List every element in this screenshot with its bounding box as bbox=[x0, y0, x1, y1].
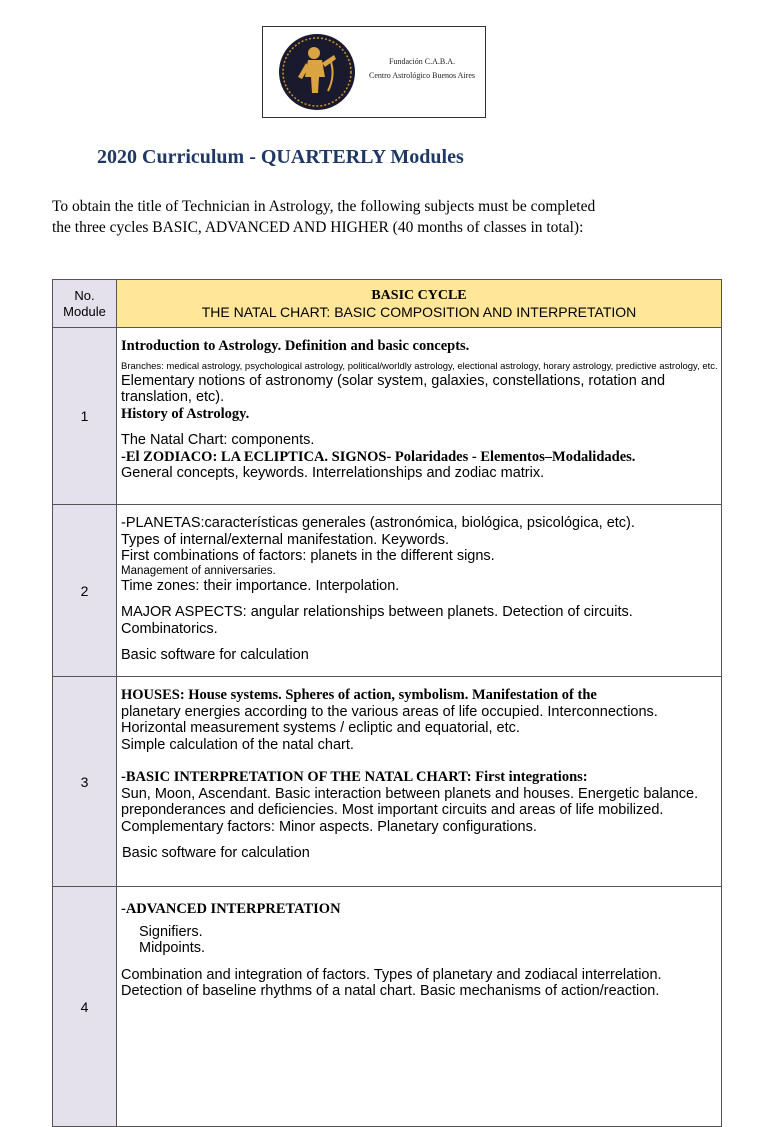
module-line: preponderances and deficiencies. Most important circuits and areas of life mobilized. bbox=[121, 802, 664, 818]
table-header-row bbox=[53, 280, 722, 328]
module-line: Management of anniversaries. bbox=[121, 564, 276, 577]
curriculum-table bbox=[52, 279, 722, 1127]
module-line: Combinatorics. bbox=[121, 620, 218, 637]
module-line: Types of internal/external manifestation. Keywords. bbox=[121, 531, 450, 548]
foundation-logo-icon bbox=[278, 33, 356, 111]
intro-paragraph bbox=[52, 196, 692, 238]
module-line: -El ZODIACO: LA ECLIPTICA. SIGNOS- Polaridades - Elementos–Modalidades. bbox=[121, 448, 636, 465]
module-line: Branches: medical astrology, psychological astrology, political/worldly astrology, electional astrology, horary astrology, predictive astrology, etc. bbox=[121, 360, 718, 372]
table-row bbox=[53, 677, 722, 887]
logo-caption bbox=[363, 55, 481, 83]
module-line: HOUSES: House systems. Spheres of action, symbolism. Manifestation of the bbox=[121, 687, 597, 703]
module-number: 1 bbox=[53, 328, 117, 505]
header-no-label: No. bbox=[74, 287, 95, 303]
module-line: Complementary factors: Minor aspects. Planetary configurations. bbox=[121, 818, 537, 835]
module-number-header bbox=[53, 280, 117, 328]
module-line: Basic software for calculation bbox=[121, 647, 309, 663]
module-content bbox=[117, 677, 722, 887]
module-number: 3 bbox=[53, 677, 117, 887]
table-row bbox=[53, 505, 722, 677]
header-module-label: Module bbox=[63, 303, 106, 319]
module-content bbox=[117, 505, 722, 677]
module-line: Signifiers. bbox=[139, 923, 203, 940]
module-line: The Natal Chart: components. bbox=[121, 432, 315, 448]
module-line: Midpoints. bbox=[139, 940, 206, 956]
module-line: History of Astrology. bbox=[121, 405, 250, 422]
logo-line-1: Fundación C.A.B.A. bbox=[389, 57, 455, 66]
module-line: General concepts, keywords. Interrelationships and zodiac matrix. bbox=[121, 465, 545, 481]
module-line: -PLANETAS:características generales (astronómica, biológica, psicológica, etc). bbox=[121, 515, 635, 531]
cycle-title: BASIC CYCLE bbox=[371, 287, 467, 303]
logo-line-2: Centro Astrológico Buenos Aires bbox=[369, 71, 475, 80]
module-line: MAJOR ASPECTS: angular relationships between planets. Detection of circuits. bbox=[121, 604, 633, 620]
table-row bbox=[53, 328, 722, 505]
module-line: -BASIC INTERPRETATION OF THE NATAL CHART: First integrations: bbox=[121, 769, 588, 785]
logo-box bbox=[262, 26, 486, 118]
module-line: Time zones: their importance. Interpolation. bbox=[121, 577, 400, 594]
module-line: planetary energies according to the various areas of life occupied. Interconnections. bbox=[121, 703, 658, 720]
module-line: Basic software for calculation bbox=[122, 845, 310, 861]
module-line: -ADVANCED INTERPRETATION bbox=[121, 901, 341, 917]
module-line: Detection of baseline rhythms of a natal chart. Basic mechanisms of action/reaction. bbox=[121, 983, 660, 999]
module-line: Simple calculation of the natal chart. bbox=[121, 736, 354, 753]
module-number: 4 bbox=[53, 887, 117, 1127]
table-row bbox=[53, 887, 722, 1127]
module-content bbox=[117, 328, 722, 505]
module-line: Introduction to Astrology. Definition and basic concepts. bbox=[121, 338, 470, 354]
module-content bbox=[117, 887, 722, 1127]
cycle-header bbox=[117, 280, 722, 328]
intro-line-1: To obtain the title of Technician in Astrology, the following subjects must be completed bbox=[52, 198, 596, 215]
module-line: Combination and integration of factors. Types of planetary and zodiacal interrelation. bbox=[121, 966, 662, 983]
module-number: 2 bbox=[53, 505, 117, 677]
module-line: Horizontal measurement systems / ecliptic and equatorial, etc. bbox=[121, 720, 520, 736]
module-line: Elementary notions of astronomy (solar system, galaxies, constellations, rotation and translation, etc). bbox=[121, 372, 666, 405]
intro-line-2: the three cycles BASIC, ADVANCED AND HIGHER (40 months of classes in total): bbox=[52, 219, 584, 236]
module-line: Sun, Moon, Ascendant. Basic interaction between planets and houses. Energetic balance. bbox=[121, 785, 699, 802]
cycle-subtitle: THE NATAL CHART: BASIC COMPOSITION AND INTERPRETATION bbox=[201, 303, 637, 320]
page-title: 2020 Curriculum - QUARTERLY Modules bbox=[97, 146, 464, 168]
module-line: First combinations of factors: planets in the different signs. bbox=[121, 548, 495, 564]
